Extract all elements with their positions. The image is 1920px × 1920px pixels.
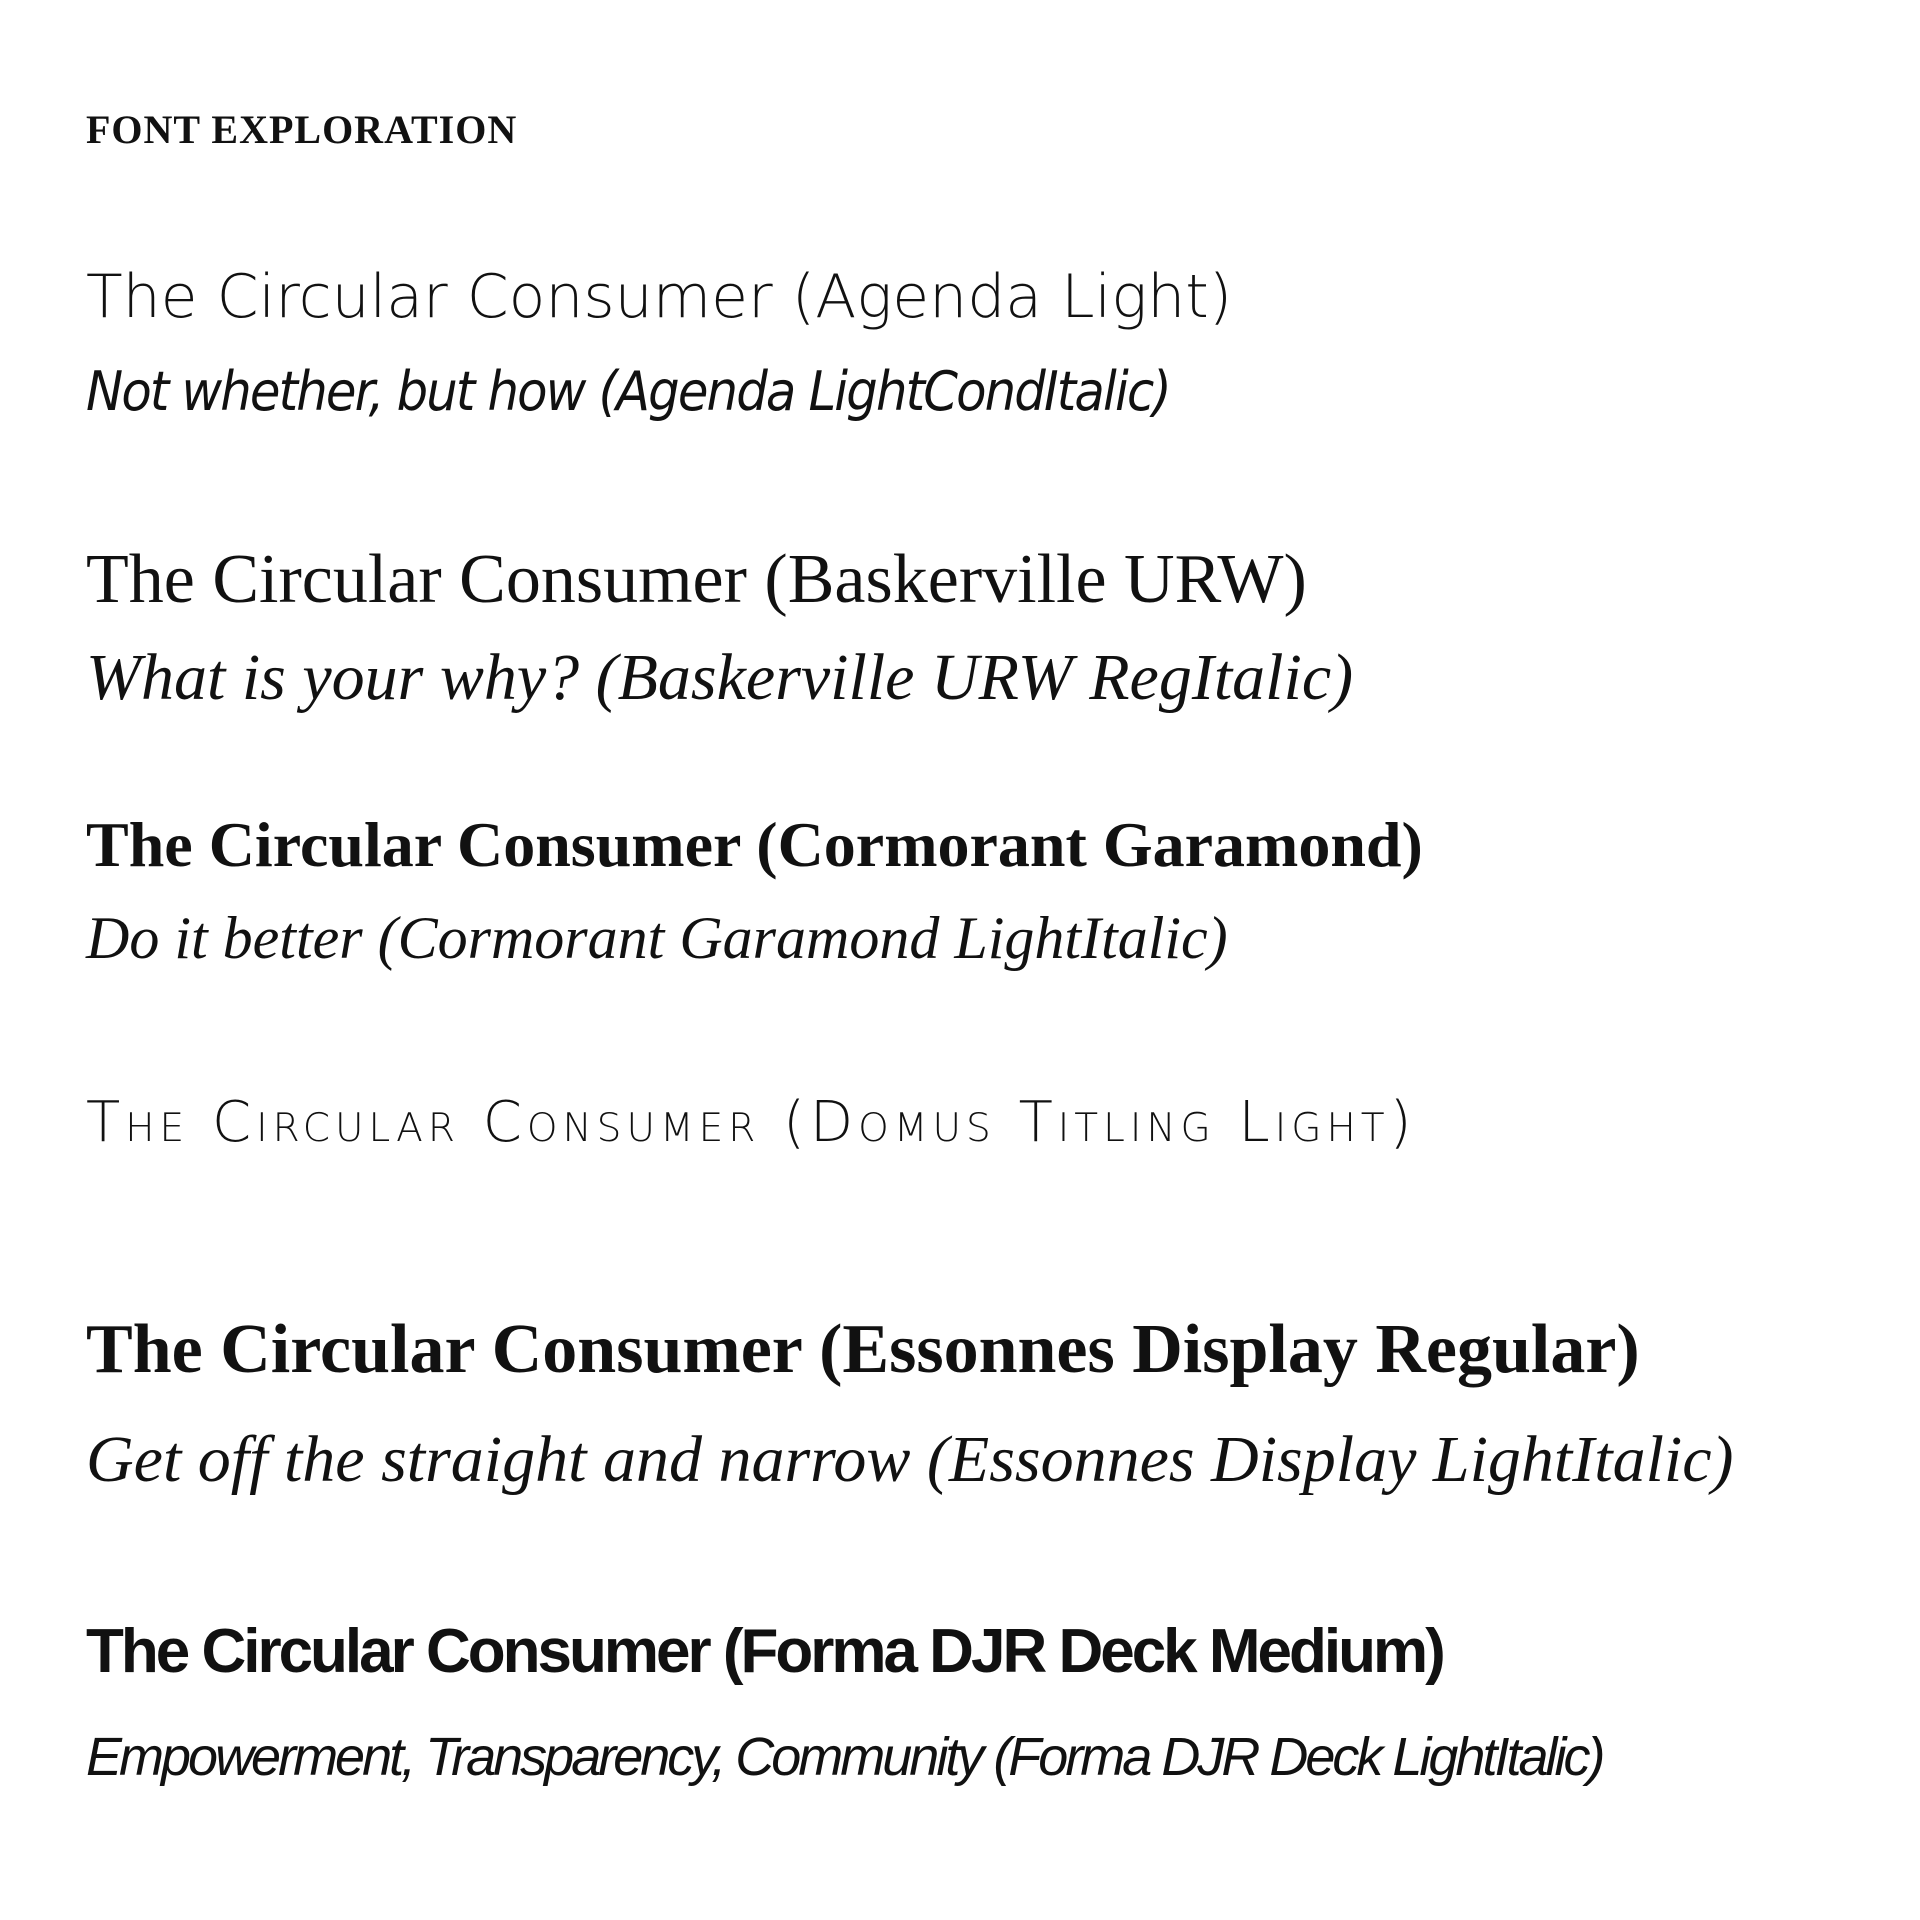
page-title: FONT EXPLORATION bbox=[86, 107, 518, 152]
sample-baskerville-title: The Circular Consumer (Baskerville URW) bbox=[86, 541, 1307, 618]
sample-baskerville-subtitle: What is your why? (Baskerville URW RegItalic) bbox=[86, 641, 1354, 714]
sample-agenda-subtitle: Not whether, but how (Agenda LightCondItalic) bbox=[86, 360, 1170, 423]
sample-agenda-title: The Circular Consumer (Agenda Light) bbox=[86, 262, 1233, 332]
sample-cormorant-subtitle: Do it better (Cormorant Garamond LightItalic) bbox=[86, 905, 1228, 971]
sample-essonnes-subtitle: Get off the straight and narrow (Essonnes Display LightItalic) bbox=[86, 1423, 1734, 1496]
sample-essonnes-title: The Circular Consumer (Essonnes Display Regular) bbox=[86, 1311, 1640, 1388]
sample-cormorant-title: The Circular Consumer (Cormorant Garamond) bbox=[86, 809, 1423, 880]
sample-domus-title: The Circular Consumer (Domus Titling Light) bbox=[86, 1090, 1417, 1155]
sample-forma-subtitle: Empowerment, Transparency, Community (Forma DJR Deck LightItalic) bbox=[86, 1727, 1603, 1787]
sample-forma-title: The Circular Consumer (Forma DJR Deck Medium) bbox=[86, 1617, 1443, 1686]
